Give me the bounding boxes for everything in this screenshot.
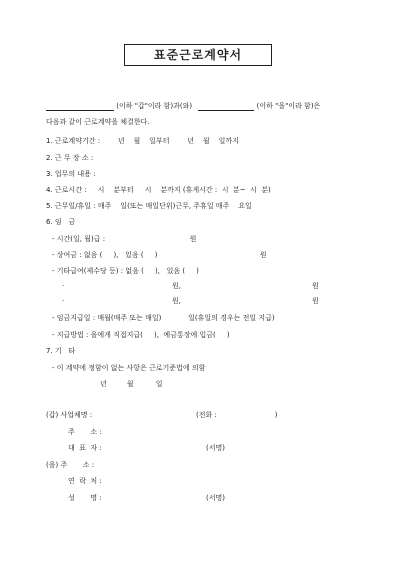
allowance-row-1-end: 원 xyxy=(312,282,319,290)
document-title: 표준근로계약서 xyxy=(124,44,272,66)
party-b-name: 성 명 : xyxy=(68,494,102,502)
party-a-representative: 대 표 자 : xyxy=(68,444,102,452)
intro-parties-line xyxy=(46,102,320,111)
other-clause: - 이 계약에 정함이 없는 사항은 근로기준법에 의함 xyxy=(52,364,206,372)
item-contract-period: 1. 근로계약기간 : 년 월 일부터 년 월 일까지 xyxy=(46,137,239,145)
item-other-heading: 7. 기 타 xyxy=(46,347,76,355)
party-a-text: (이하 "갑"이라 함)과(와) xyxy=(116,102,193,110)
party-a-blank[interactable] xyxy=(46,102,114,111)
allowance-row-1-dot: · xyxy=(62,282,65,290)
allowance-row-2-end: 원 xyxy=(312,297,319,305)
item-workdays: 5. 근무일/휴일 : 매주 일(또는 매일단위)근무, 주휴일 매주 요일 xyxy=(46,202,252,210)
party-a-business-name: (갑) 사업체명 : xyxy=(46,411,93,419)
wage-hourly: - 시간(일, 월)급 : 원 xyxy=(52,235,197,243)
item-job-description: 3. 업무의 내용 : xyxy=(46,170,96,178)
party-b-signature: (서명) xyxy=(206,494,225,502)
allowance-row-2-dot: · xyxy=(62,297,65,305)
contract-date: 년 월 일 xyxy=(100,380,163,388)
party-a-signature: (서명) xyxy=(206,444,225,452)
intro-line-2: 다음과 같이 근로계약을 체결한다. xyxy=(46,118,150,126)
party-b-address: (을) 주 소 : xyxy=(46,461,95,469)
party-a-address: 주 소 : xyxy=(68,428,102,436)
party-b-blank[interactable] xyxy=(198,102,254,111)
wage-payment-method: - 지급방법 : 을에게 직접지급( ), 예금통장에 입금( ) xyxy=(52,331,230,339)
wage-payday: - 임금지급일 : 매월(매주 또는 매일) 일(휴일의 경우는 전일 지급) xyxy=(52,314,275,322)
item-working-hours: 4. 근로시간 : 시 분부터 시 분까지 (휴게시간 : 시 분~ 시 분) xyxy=(46,186,271,194)
item-workplace: 2. 근 무 장 소 : xyxy=(46,154,94,162)
allowance-row-2-unit: 원, xyxy=(172,297,181,305)
allowance-row-1-unit: 원, xyxy=(172,282,181,290)
item-wage-heading: 6. 임 금 xyxy=(46,218,76,226)
party-a-phone: (전화 : ) xyxy=(196,411,278,419)
party-b-contact: 연 락 처 : xyxy=(68,477,102,485)
wage-other-allowances: - 기타급여(제수당 등) : 없음 ( ), 있음 ( ) xyxy=(52,267,199,275)
party-b-text: (이하 "을"이라 함)은 xyxy=(256,102,321,110)
wage-bonus: - 상여금 : 없음 ( ), 있음 ( ) 원 xyxy=(52,251,267,259)
